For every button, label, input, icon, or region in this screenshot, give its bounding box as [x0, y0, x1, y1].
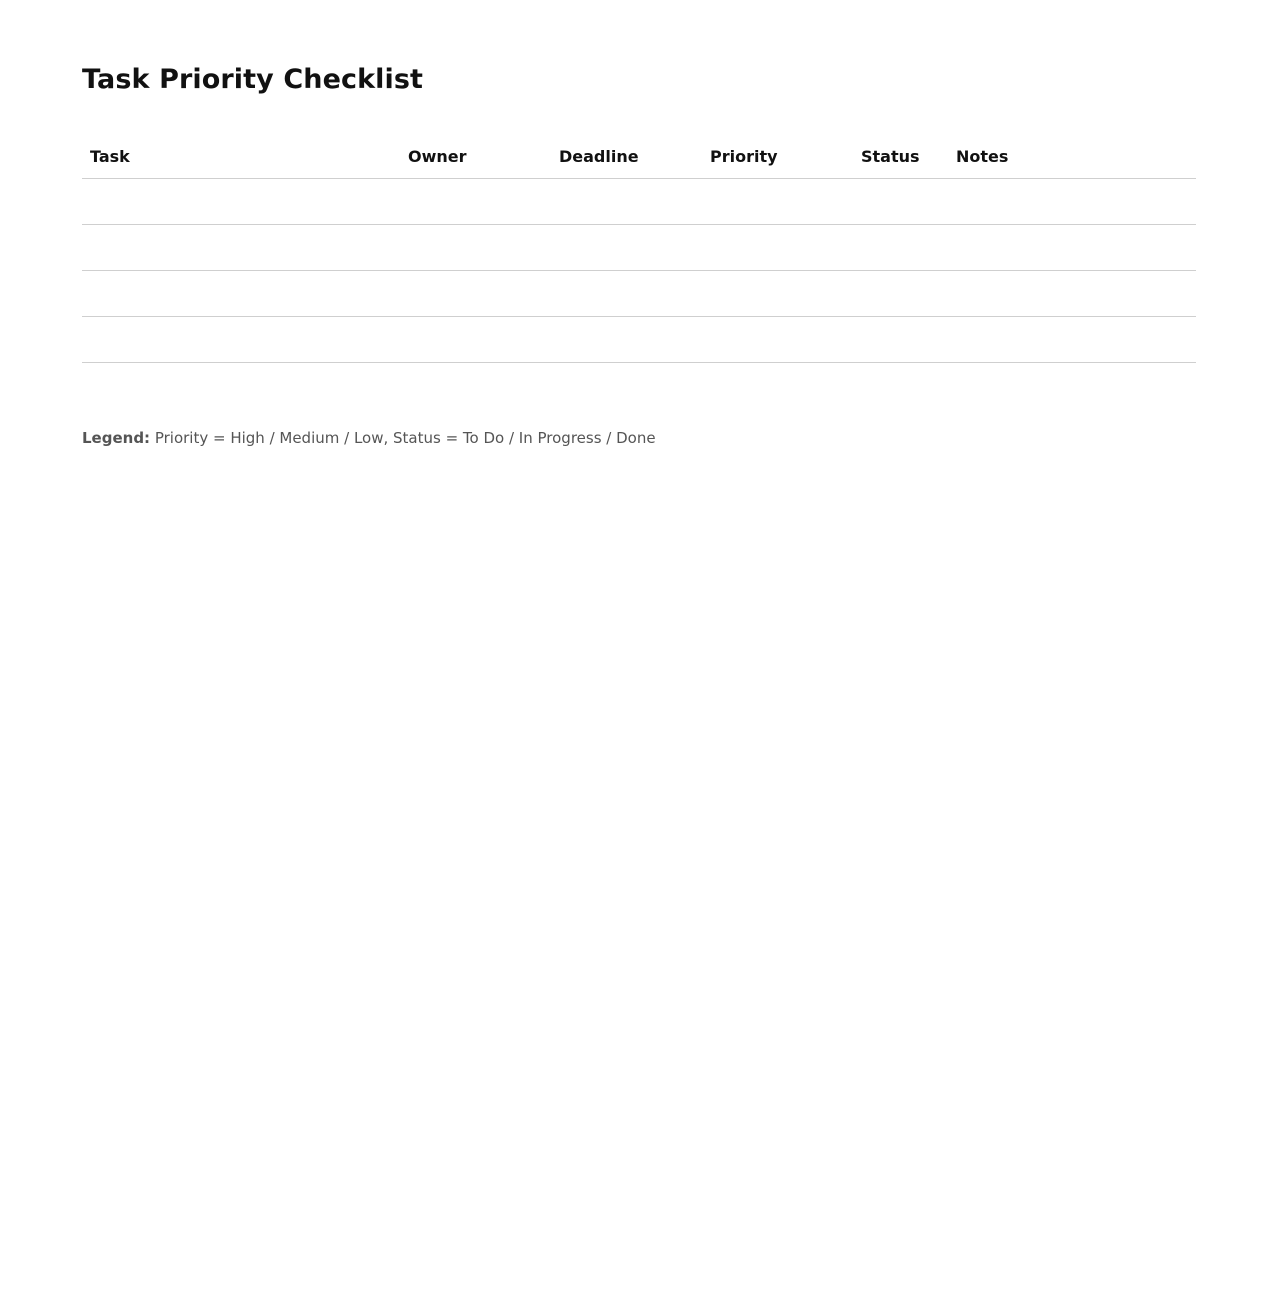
table-header-row: [82, 134, 1196, 179]
cell-task[interactable]: [82, 225, 400, 271]
cell-status[interactable]: [853, 179, 948, 225]
column-header-priority: Priority: [702, 134, 853, 179]
cell-owner[interactable]: [400, 317, 551, 363]
cell-owner[interactable]: [400, 179, 551, 225]
column-header-owner: Owner: [400, 134, 551, 179]
cell-deadline[interactable]: [551, 225, 702, 271]
column-header-task: Task: [82, 134, 400, 179]
table-row: [82, 225, 1196, 271]
column-header-status: Status: [853, 134, 948, 179]
table-row: [82, 317, 1196, 363]
cell-notes[interactable]: [948, 271, 1196, 317]
cell-deadline[interactable]: [551, 317, 702, 363]
cell-deadline[interactable]: [551, 179, 702, 225]
cell-task[interactable]: [82, 179, 400, 225]
cell-task[interactable]: [82, 317, 400, 363]
cell-priority[interactable]: [702, 317, 853, 363]
table-row: [82, 271, 1196, 317]
cell-priority[interactable]: [702, 179, 853, 225]
legend-text: Priority = High / Medium / Low, Status = To Do / In Progress / Done: [150, 429, 656, 447]
cell-notes[interactable]: [948, 179, 1196, 225]
cell-priority[interactable]: [702, 271, 853, 317]
cell-priority[interactable]: [702, 225, 853, 271]
cell-task[interactable]: [82, 271, 400, 317]
column-header-deadline: Deadline: [551, 134, 702, 179]
cell-status[interactable]: [853, 317, 948, 363]
table-row: [82, 179, 1196, 225]
page-title: Task Priority Checklist: [82, 64, 424, 95]
legend-label: Legend:: [82, 429, 151, 447]
cell-notes[interactable]: [948, 225, 1196, 271]
task-table: [82, 134, 1196, 363]
legend: [82, 429, 656, 447]
cell-owner[interactable]: [400, 225, 551, 271]
cell-deadline[interactable]: [551, 271, 702, 317]
cell-owner[interactable]: [400, 271, 551, 317]
cell-status[interactable]: [853, 271, 948, 317]
cell-status[interactable]: [853, 225, 948, 271]
column-header-notes: Notes: [948, 134, 1196, 179]
cell-notes[interactable]: [948, 317, 1196, 363]
